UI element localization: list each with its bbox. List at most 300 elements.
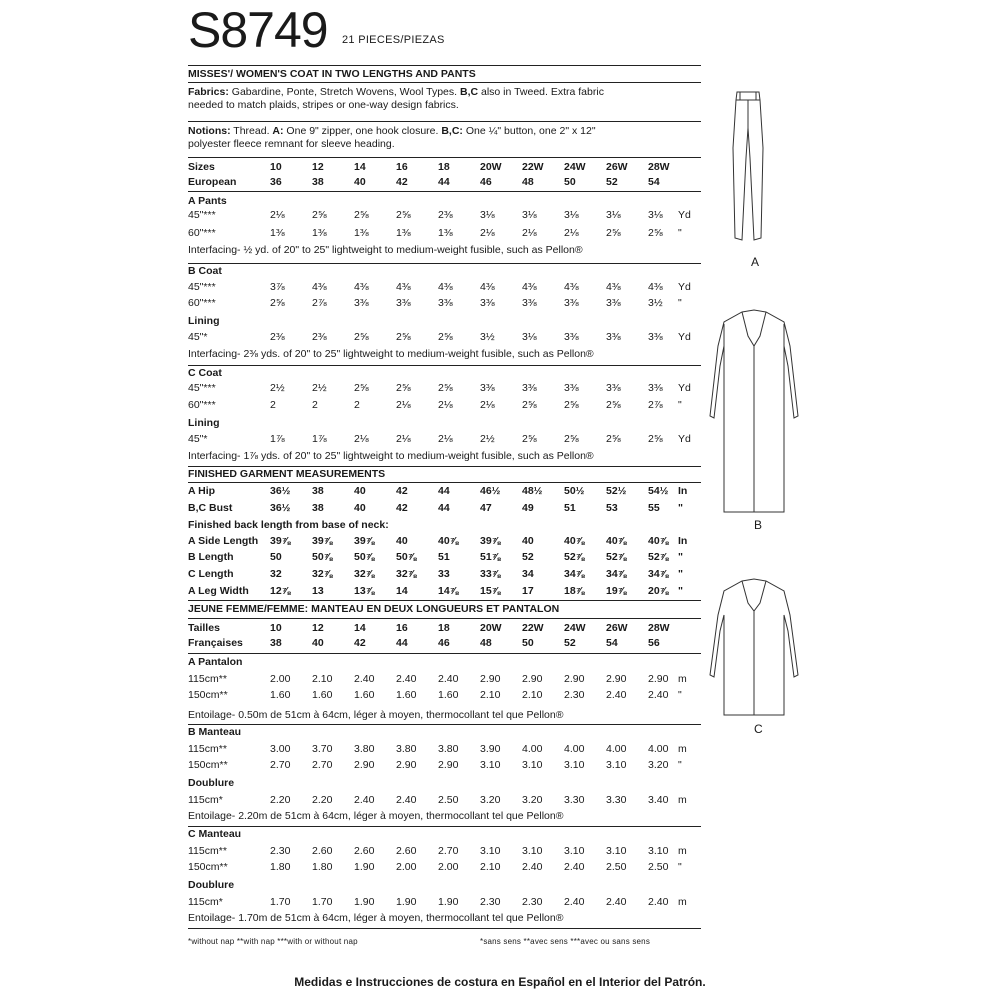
table-cell: 24W: [564, 161, 586, 173]
table-cell: 52: [564, 637, 576, 649]
table-cell: 38: [270, 637, 282, 649]
table-cell: 18: [438, 161, 450, 173]
table-cell: 36: [270, 176, 282, 188]
notions-bc: B,C:: [441, 125, 463, 137]
table-cell: 3.80: [396, 743, 417, 755]
table-cell: 1.90: [354, 896, 375, 908]
table-cell: 4.00: [606, 743, 627, 755]
table-cell: 32: [270, 568, 282, 580]
table-cell: 49: [522, 502, 534, 514]
table-cell: 2⅝: [522, 433, 537, 445]
figure-label-b: B: [754, 518, 763, 532]
c-manteau-150-row: [188, 861, 701, 873]
row-label: B Length: [188, 551, 234, 563]
row-label: A Side Length: [188, 535, 259, 547]
table-cell: 40: [396, 535, 408, 547]
table-cell: 53: [606, 502, 618, 514]
table-cell: 34⅞: [648, 568, 669, 580]
table-cell: 3.20: [648, 759, 669, 771]
table-cell: 2.10: [480, 689, 501, 701]
table-cell: 2⅝: [606, 433, 621, 445]
rule: [188, 263, 701, 264]
rule: [188, 157, 701, 158]
table-cell: 20W: [480, 161, 502, 173]
table-cell: 2⅛: [396, 399, 411, 411]
table-cell: 4⅜: [606, 281, 621, 293]
table-cell: 3.10: [564, 759, 585, 771]
table-cell: 2½: [312, 382, 327, 394]
row-label: 150cm**: [188, 689, 228, 701]
b-coat-60-row: [188, 297, 701, 309]
table-cell: 40: [354, 485, 366, 497]
table-cell: 52⅞: [564, 551, 585, 563]
table-cell: 12: [312, 161, 324, 173]
row-label: C Length: [188, 568, 234, 580]
table-cell: 2⅝: [438, 382, 453, 394]
table-cell: 3½: [648, 297, 663, 309]
table-cell: 1.60: [354, 689, 375, 701]
table-cell: 2: [312, 399, 318, 411]
c-length-row: [188, 568, 701, 580]
table-cell: 3.10: [606, 759, 627, 771]
table-cell: 3⅛: [522, 209, 537, 221]
tailles-row: [188, 622, 701, 634]
finished-title: FINISHED GARMENT MEASUREMENTS: [188, 468, 386, 480]
unit-label: Yd: [678, 433, 691, 445]
table-cell: 2.40: [606, 689, 627, 701]
b-coat-heading: B Coat: [188, 265, 222, 277]
short-coat-illustration: [704, 575, 804, 720]
table-cell: 32⅞: [354, 568, 375, 580]
table-cell: 2⅞: [312, 297, 327, 309]
unit-label: In: [678, 485, 688, 497]
table-cell: 16: [396, 161, 408, 173]
table-cell: 1⅜: [312, 227, 327, 239]
table-cell: 55: [648, 502, 660, 514]
unit-label: m: [678, 673, 687, 685]
table-cell: 13⅞: [354, 585, 375, 597]
table-cell: 1⅜: [354, 227, 369, 239]
b-coat-45-row: [188, 281, 701, 293]
table-cell: 2⅝: [354, 331, 369, 343]
unit-label: ": [678, 502, 683, 514]
table-cell: 3⅜: [522, 297, 537, 309]
table-cell: 52: [606, 176, 618, 188]
table-cell: 2.20: [312, 794, 333, 806]
row-label: 45"*: [188, 331, 208, 343]
table-cell: 50: [522, 637, 534, 649]
table-cell: 1.60: [312, 689, 333, 701]
table-cell: 2⅝: [564, 433, 579, 445]
table-cell: 3⅜: [648, 382, 663, 394]
table-cell: 20W: [480, 622, 502, 634]
table-cell: 2.40: [396, 794, 417, 806]
table-cell: 3.70: [312, 743, 333, 755]
table-cell: 2½: [270, 382, 285, 394]
table-cell: 2⅝: [354, 382, 369, 394]
table-cell: 50⅞: [312, 551, 333, 563]
table-cell: 3.40: [648, 794, 669, 806]
row-label: 45"***: [188, 281, 216, 293]
table-cell: 2.90: [522, 673, 543, 685]
c-manteau-heading: C Manteau: [188, 828, 242, 840]
unit-label: m: [678, 896, 687, 908]
table-cell: 2: [270, 399, 276, 411]
fabrics-bc: B,C: [459, 86, 479, 98]
rule: [188, 653, 701, 654]
table-cell: 42: [354, 637, 366, 649]
table-cell: 2.00: [270, 673, 291, 685]
table-cell: 2.60: [354, 845, 375, 857]
table-cell: 39⅞: [354, 535, 375, 547]
table-cell: 3.00: [270, 743, 291, 755]
unit-label: m: [678, 743, 687, 755]
a-pants-heading: A Pants: [188, 195, 227, 207]
table-cell: 3.10: [522, 759, 543, 771]
table-cell: 38: [312, 502, 324, 514]
row-label: 115cm**: [188, 743, 227, 755]
table-cell: 4⅜: [396, 281, 411, 293]
table-cell: 3.90: [480, 743, 501, 755]
table-cell: 1.60: [438, 689, 459, 701]
table-cell: 2.30: [522, 896, 543, 908]
long-coat-illustration: [704, 306, 804, 516]
b-manteau-150-row: [188, 759, 701, 771]
table-cell: 2.40: [396, 673, 417, 685]
a-entoilage: Entoilage- 0.50m de 51cm à 64cm, léger à moyen, thermocollant tel que Pellon®: [188, 709, 564, 721]
table-cell: 50⅞: [396, 551, 417, 563]
table-cell: 2.40: [564, 861, 585, 873]
table-cell: 34⅞: [564, 568, 585, 580]
table-cell: 52⅞: [648, 551, 669, 563]
table-cell: 50: [270, 551, 282, 563]
table-cell: 39⅞: [270, 535, 291, 547]
table-cell: 1.70: [312, 896, 333, 908]
notions-text: One 9" zipper, one hook closure.: [283, 125, 442, 137]
table-cell: 2.50: [606, 861, 627, 873]
b-doublure-heading: Doublure: [188, 777, 235, 789]
table-cell: 2.90: [396, 759, 417, 771]
table-cell: 3.10: [564, 845, 585, 857]
table-cell: 2.10: [312, 673, 333, 685]
table-cell: 1.80: [270, 861, 291, 873]
table-cell: 2⅝: [354, 209, 369, 221]
table-cell: 2: [354, 399, 360, 411]
pattern-number: S8749: [188, 2, 328, 58]
table-cell: 2.40: [564, 896, 585, 908]
unit-label: ": [678, 551, 683, 563]
table-cell: 3.80: [354, 743, 375, 755]
table-cell: 2⅜: [312, 331, 327, 343]
table-cell: 2.40: [522, 861, 543, 873]
row-label: 115cm**: [188, 673, 227, 685]
section-heading: [188, 367, 701, 379]
table-cell: 36½: [270, 485, 291, 497]
a-hip-row: [188, 485, 701, 497]
notions-a: A:: [272, 125, 284, 137]
table-cell: 46½: [480, 485, 501, 497]
table-cell: 2.60: [312, 845, 333, 857]
section-heading: [188, 726, 701, 738]
a-pantalon-heading: A Pantalon: [188, 656, 243, 668]
table-cell: 2⅝: [522, 399, 537, 411]
table-cell: 2⅛: [564, 227, 579, 239]
table-cell: 2⅝: [606, 227, 621, 239]
table-cell: 52½: [606, 485, 627, 497]
fabrics-line-2: needed to match plaids, stripes or one-way design fabrics.: [188, 99, 459, 111]
table-cell: 52⅞: [606, 551, 627, 563]
c-lining-heading: Lining: [188, 417, 220, 429]
table-cell: 2⅛: [480, 399, 495, 411]
footnote-english: *without nap **with nap ***with or without nap: [188, 937, 358, 946]
table-cell: 3.20: [480, 794, 501, 806]
fabrics-line-1: [188, 86, 604, 98]
row-label: Sizes: [188, 161, 215, 173]
row-label: 115cm**: [188, 845, 227, 857]
rule: [188, 928, 701, 929]
table-cell: 19⅞: [606, 585, 627, 597]
table-cell: 3⅜: [606, 297, 621, 309]
table-cell: 3⅜: [396, 297, 411, 309]
row-label: Françaises: [188, 637, 243, 649]
table-cell: 4⅜: [564, 281, 579, 293]
a-pantalon-150-row: [188, 689, 701, 701]
table-cell: 44: [438, 485, 450, 497]
b-entoilage: Entoilage- 2.20m de 51cm à 64cm, léger à moyen, thermocollant tel que Pellon®: [188, 810, 564, 822]
table-cell: 3⅜: [606, 382, 621, 394]
table-cell: 2⅞: [648, 399, 663, 411]
table-cell: 2.40: [438, 673, 459, 685]
table-cell: 3.10: [606, 845, 627, 857]
row-label: 45"***: [188, 209, 216, 221]
table-cell: 3⅜: [606, 331, 621, 343]
table-cell: 3.80: [438, 743, 459, 755]
section-heading: [188, 195, 701, 207]
table-cell: 2⅛: [438, 433, 453, 445]
table-cell: 24W: [564, 622, 586, 634]
rule: [188, 82, 701, 83]
table-cell: 40: [522, 535, 534, 547]
unit-label: Yd: [678, 382, 691, 394]
row-label: 115cm*: [188, 896, 223, 908]
table-cell: 40: [312, 637, 324, 649]
european-row: [188, 176, 701, 188]
table-cell: 2.70: [312, 759, 333, 771]
unit-label: m: [678, 794, 687, 806]
rule: [188, 65, 701, 66]
table-cell: 40⅞: [648, 535, 669, 547]
table-cell: 2.40: [648, 689, 669, 701]
section-heading: [188, 777, 701, 789]
rule: [188, 365, 701, 366]
table-cell: 14⅞: [438, 585, 459, 597]
table-cell: 34: [522, 568, 534, 580]
table-cell: 2⅝: [606, 399, 621, 411]
b-manteau-115-row: [188, 743, 701, 755]
table-cell: 1⅜: [396, 227, 411, 239]
table-cell: 3⅛: [480, 209, 495, 221]
table-cell: 4⅜: [312, 281, 327, 293]
table-cell: 1⅞: [270, 433, 285, 445]
table-cell: 2.70: [270, 759, 291, 771]
table-cell: 2.40: [354, 794, 375, 806]
unit-label: Yd: [678, 281, 691, 293]
table-cell: 3⅛: [648, 209, 663, 221]
table-cell: 2.10: [522, 689, 543, 701]
c-doublure-heading: Doublure: [188, 879, 235, 891]
table-cell: 3⅜: [438, 297, 453, 309]
table-cell: 13: [312, 585, 324, 597]
table-cell: 4.00: [522, 743, 543, 755]
table-cell: 4⅜: [480, 281, 495, 293]
table-cell: 3.20: [522, 794, 543, 806]
table-cell: 2.40: [606, 896, 627, 908]
table-cell: 2⅝: [396, 331, 411, 343]
unit-label: ": [678, 585, 683, 597]
row-label: Tailles: [188, 622, 220, 634]
english-title: MISSES'/ WOMEN'S COAT IN TWO LENGTHS AND PANTS: [188, 68, 476, 80]
table-cell: 42: [396, 485, 408, 497]
c-coat-60-row: [188, 399, 701, 411]
table-cell: 48: [480, 637, 492, 649]
table-cell: 14: [354, 161, 366, 173]
table-cell: 46: [438, 637, 450, 649]
table-cell: 2⅛: [438, 399, 453, 411]
b-manteau-heading: B Manteau: [188, 726, 242, 738]
table-cell: 50½: [564, 485, 585, 497]
table-cell: 4⅜: [522, 281, 537, 293]
table-cell: 2.90: [564, 673, 585, 685]
table-cell: 2⅝: [564, 399, 579, 411]
table-cell: 2⅛: [480, 227, 495, 239]
b-lining-heading: Lining: [188, 315, 220, 327]
section-heading: [188, 417, 701, 429]
row-label: 45"*: [188, 433, 208, 445]
table-cell: 1⅜: [270, 227, 285, 239]
table-cell: 3⅛: [606, 209, 621, 221]
table-cell: 51⅞: [480, 551, 501, 563]
table-cell: 40: [354, 176, 366, 188]
table-cell: 42: [396, 502, 408, 514]
table-cell: 3.10: [648, 845, 669, 857]
table-cell: 26W: [606, 161, 628, 173]
table-cell: 26W: [606, 622, 628, 634]
table-cell: 2.50: [438, 794, 459, 806]
table-cell: 39⅞: [480, 535, 501, 547]
a-leg-width-row: [188, 585, 701, 597]
c-lining-45-row: [188, 433, 701, 445]
b-doublure-115-row: [188, 794, 701, 806]
piece-count: 21 PIECES/PIEZAS: [342, 34, 445, 46]
table-cell: 3.30: [564, 794, 585, 806]
table-cell: 2.70: [438, 845, 459, 857]
table-cell: 2⅜: [438, 209, 453, 221]
table-cell: 3⅜: [564, 331, 579, 343]
table-cell: 50: [564, 176, 576, 188]
row-label: 60"***: [188, 297, 216, 309]
unit-label: Yd: [678, 209, 691, 221]
table-cell: 3⅜: [522, 382, 537, 394]
table-cell: 40: [354, 502, 366, 514]
notions-text: Thread.: [230, 125, 273, 137]
table-cell: 54: [606, 637, 618, 649]
unit-label: ": [678, 759, 682, 771]
table-cell: 2.30: [270, 845, 291, 857]
table-cell: 2⅛: [270, 209, 285, 221]
table-cell: 1⅞: [312, 433, 327, 445]
bc-bust-row: [188, 502, 701, 514]
row-label: 150cm**: [188, 861, 228, 873]
sizes-row: [188, 161, 701, 173]
table-cell: 46: [480, 176, 492, 188]
table-cell: 36½: [270, 502, 291, 514]
table-cell: 33: [438, 568, 450, 580]
notions-label: Notions:: [188, 125, 231, 137]
row-label: 150cm**: [188, 759, 228, 771]
table-cell: 14: [354, 622, 366, 634]
footnote-french: *sans sens **avec sens ***avec ou sans sens: [480, 937, 651, 946]
b-interfacing: Interfacing- 2⅜ yds. of 20" to 25" lightweight to medium-weight fusible, such as Pellon®: [188, 348, 594, 360]
figure-label-c: C: [754, 722, 763, 736]
c-entoilage: Entoilage- 1.70m de 51cm à 64cm, léger à moyen, thermocollant tel que Pellon®: [188, 912, 564, 924]
francaises-row: [188, 637, 701, 649]
table-cell: 2.90: [480, 673, 501, 685]
c-interfacing: Interfacing- 1⅞ yds. of 20" to 25" lightweight to medium-weight fusible, such as Pellon®: [188, 450, 594, 462]
table-cell: 1.90: [354, 861, 375, 873]
table-cell: 33⅞: [480, 568, 501, 580]
notions-line-2: polyester fleece remnant for sleeve heading.: [188, 138, 395, 150]
table-cell: 4⅜: [438, 281, 453, 293]
row-label: A Leg Width: [188, 585, 249, 597]
table-cell: 1.80: [312, 861, 333, 873]
notions-text: One ¼" button, one 2" x 12": [462, 125, 596, 137]
table-cell: 52: [522, 551, 534, 563]
notions-line-1: [188, 125, 596, 137]
table-cell: 48½: [522, 485, 543, 497]
table-cell: 2.90: [438, 759, 459, 771]
row-label: 60"***: [188, 227, 216, 239]
table-cell: 39⅞: [312, 535, 333, 547]
row-label: B,C Bust: [188, 502, 233, 514]
table-cell: 22W: [522, 622, 544, 634]
table-cell: 4.00: [648, 743, 669, 755]
table-cell: 2⅝: [648, 433, 663, 445]
table-cell: 2.50: [648, 861, 669, 873]
table-cell: 51: [564, 502, 576, 514]
table-cell: 2.60: [396, 845, 417, 857]
rule: [188, 618, 701, 619]
a-side-length-row: [188, 535, 701, 547]
unit-label: ": [678, 689, 682, 701]
table-cell: 1.60: [396, 689, 417, 701]
table-cell: 28W: [648, 161, 670, 173]
fabrics-text: also in Tweed. Extra fabric: [478, 86, 604, 98]
row-label: 45"***: [188, 382, 216, 394]
rule: [188, 191, 701, 192]
table-cell: 15⅞: [480, 585, 501, 597]
table-cell: 18⅞: [564, 585, 585, 597]
table-cell: 3⅜: [564, 382, 579, 394]
table-cell: 2.40: [354, 673, 375, 685]
a-interfacing: Interfacing- ½ yd. of 20" to 25" lightweight to medium-weight fusible, such as Pellon®: [188, 244, 583, 256]
table-cell: 38: [312, 176, 324, 188]
section-heading: [188, 265, 701, 277]
table-cell: 44: [438, 176, 450, 188]
table-cell: 3⅛: [522, 331, 537, 343]
table-cell: 2⅛: [396, 433, 411, 445]
table-cell: 2⅝: [648, 227, 663, 239]
table-cell: 3⅜: [480, 382, 495, 394]
